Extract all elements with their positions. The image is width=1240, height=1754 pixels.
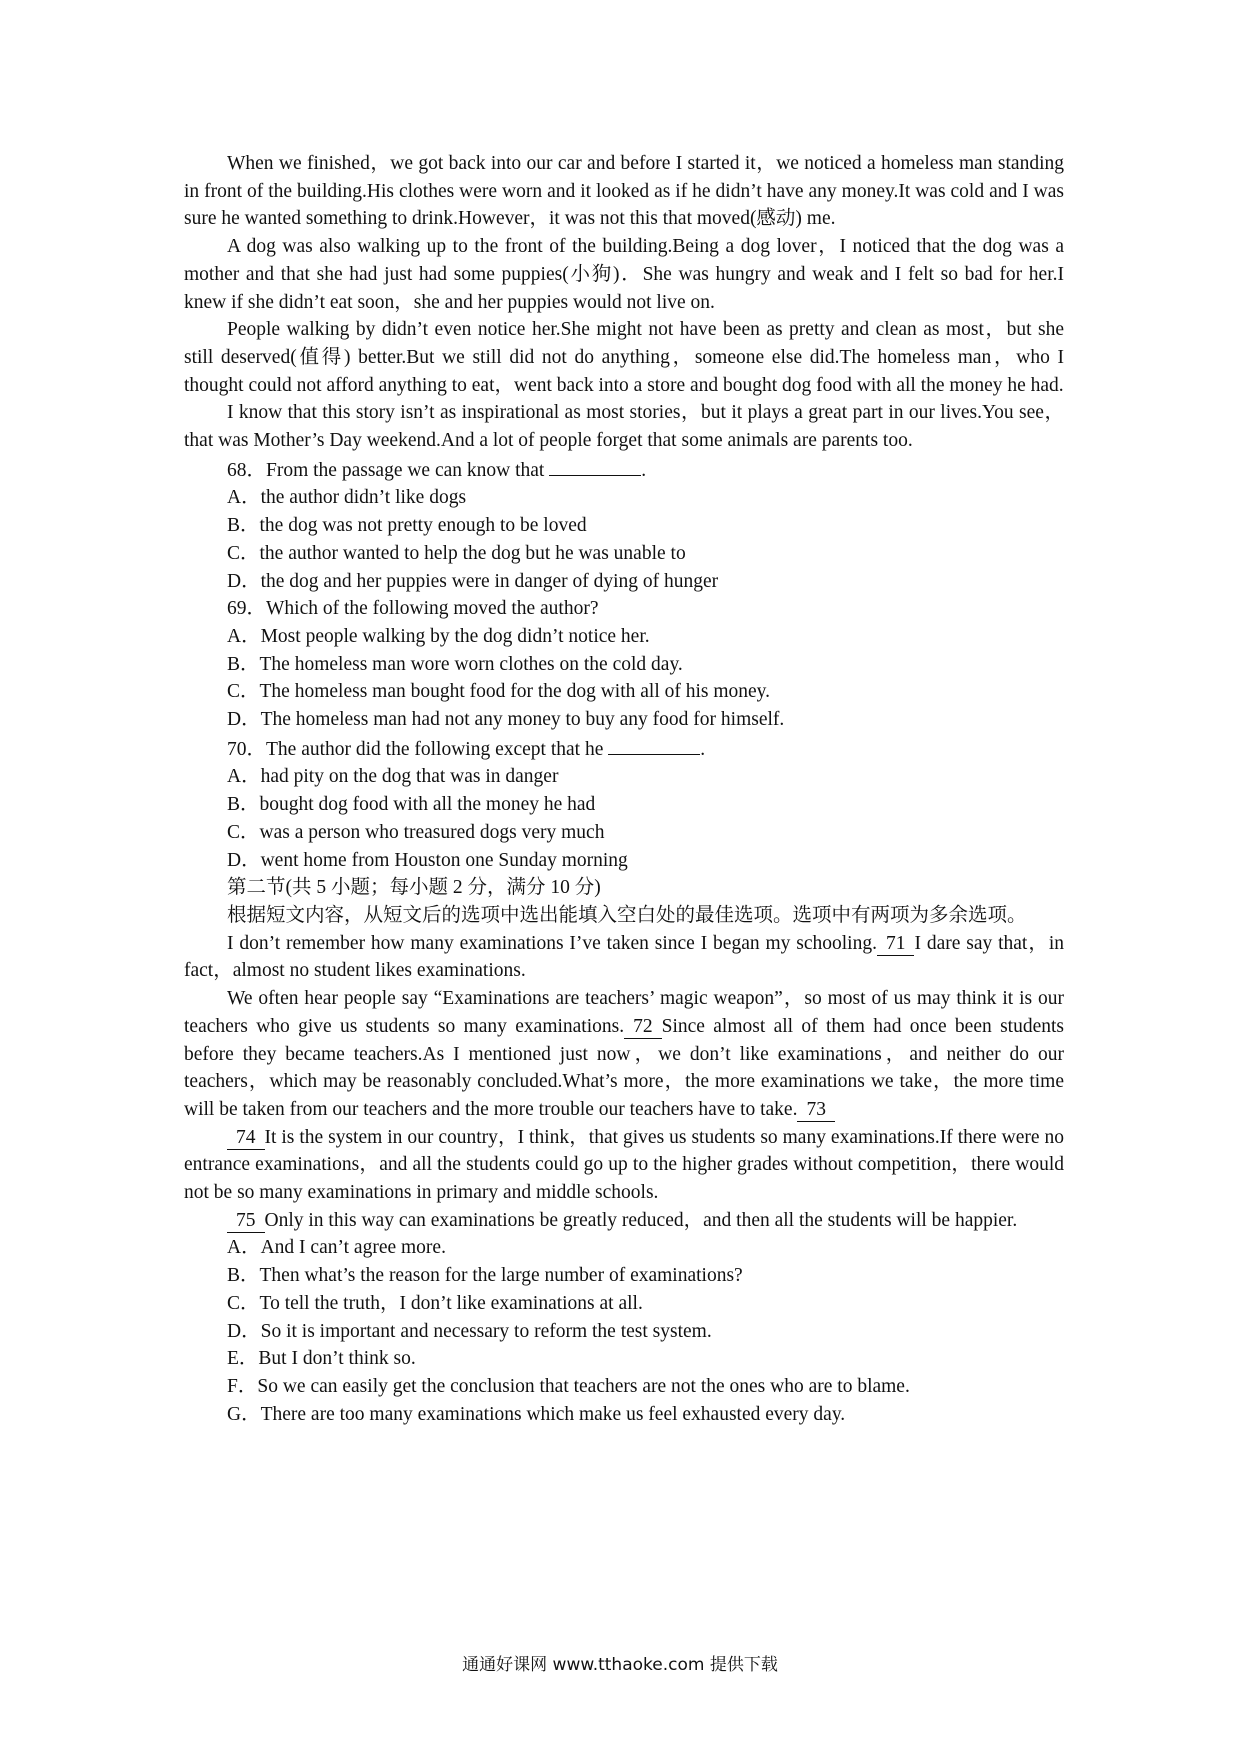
answer-option: A．the author didn’t like dogs (227, 487, 467, 509)
section-instruction: 根据短文内容，从短文后的选项中选出能填入空白处的最佳选项。选项中有两项为多余选项。 (227, 904, 1027, 926)
answer-blank[interactable] (549, 455, 641, 476)
passage-paragraph: We often hear people say “Examinations are teachers’ magic weapon”，so most of us may think it is our teachers who give us students so many examinations. 72 Since almost all of them had once been students before they became teachers.As I mentioned just now，we don’t like examinations，and neither do our teachers，which may be reasonably concluded.What’s more，the more examinations we take，the more time will be taken from our teachers and the more trouble our teachers have to take. 73 (184, 988, 1064, 1120)
answer-option: A．had pity on the dog that was in danger (227, 766, 559, 788)
passage-paragraph: A dog was also walking up to the front of the building.Being a dog lover，I noticed that the dog was a mother and that she had just had some puppies(小狗)．She was hungry and weak and I felt so bad for her.I knew if she didn’t eat soon，she and her puppies would not live on. (184, 236, 1064, 313)
page-footer: 通通好课网 www.tthaoke.com 提供下载 (462, 1655, 778, 1675)
passage-paragraph: I know that this story isn’t as inspirational as most stories，but it plays a great part in our lives.You see，that was Mother’s Day weekend.And a lot of people forget that some animals are parents too. (184, 402, 1064, 452)
answer-option: C．was a person who treasured dogs very much (227, 821, 605, 843)
answer-option: C．the author wanted to help the dog but he was unable to (227, 542, 686, 564)
answer-option: B．The homeless man wore worn clothes on the cold day. (227, 653, 683, 675)
answer-option: A．And I can’t agree more. (227, 1237, 446, 1259)
answer-option: B．bought dog food with all the money he had (227, 794, 596, 816)
section-heading: 第二节(共 5 小题；每小题 2 分，满分 10 分) (227, 877, 601, 899)
answer-blank-71[interactable]: 71 (877, 933, 915, 956)
question-69 (184, 595, 1064, 734)
answer-blank-72[interactable]: 72 (624, 1016, 662, 1039)
answer-blank[interactable] (608, 734, 700, 755)
answer-option: D．So it is important and necessary to reform the test system. (227, 1320, 712, 1342)
answer-option: F．So we can easily get the conclusion that teachers are not the ones who are to blame. (227, 1375, 910, 1397)
question-70 (184, 734, 1064, 875)
reading-passage (184, 150, 1064, 455)
section-2-options (184, 1234, 1064, 1428)
answer-option: E．But I don’t think so. (227, 1348, 416, 1370)
answer-option: C．The homeless man bought food for the dog with all of his money. (227, 681, 771, 703)
question-stem: 70．The author did the following except that he . (184, 734, 1064, 764)
answer-blank-75[interactable]: 75 (227, 1210, 265, 1233)
answer-option: D．went home from Houston one Sunday morning (227, 849, 628, 871)
question-68 (184, 455, 1064, 596)
answer-blank-73[interactable]: 73 (797, 1099, 835, 1122)
question-stem: 68．From the passage we can know that . (184, 455, 1064, 485)
passage-paragraph: 74 It is the system in our country，I think，that gives us students so many examinations.If there were no entrance examinations，and all the students could go up to the higher grades without competition，there would not be so many examinations in primary and middle schools. (184, 1126, 1064, 1204)
answer-option: A．Most people walking by the dog didn’t notice her. (227, 625, 650, 647)
answer-option: D．the dog and her puppies were in danger of dying of hunger (227, 570, 719, 592)
passage-paragraph: People walking by didn’t even notice her.She might not have been as pretty and clean as most，but she still deserved(值得) better.But we still did not do anything，someone else did.The homeless man，who I thought could not afford anything to eat，went back into a store and bought dog food with all the money he had. (184, 319, 1064, 396)
answer-option: B．Then what’s the reason for the large number of examinations? (227, 1265, 743, 1287)
passage-paragraph: 75 Only in this way can examinations be greatly reduced，and then all the students will be happier. (184, 1207, 1064, 1235)
answer-option: G．There are too many examinations which make us feel exhausted every day. (227, 1403, 846, 1425)
passage-paragraph: I don’t remember how many examinations I’ve taken since I began my schooling. 71 I dare say that，in fact，almost no student likes examinations. (184, 932, 1064, 982)
document-page (184, 150, 1064, 1428)
answer-blank-74[interactable]: 74 (227, 1127, 265, 1150)
passage-paragraph: When we finished，we got back into our car and before I started it，we noticed a homeless man standing in front of the building.His clothes were worn and it looked as if he didn’t have any money.It was cold and I was sure he wanted something to drink.However，it was not this that moved(感动) me. (184, 153, 1064, 230)
answer-option: D．The homeless man had not any money to buy any food for himself. (227, 709, 785, 731)
answer-option: B．the dog was not pretty enough to be loved (227, 515, 587, 537)
section-2 (184, 874, 1064, 1428)
question-stem: 69．Which of the following moved the author? (227, 598, 599, 620)
answer-option: C．To tell the truth，I don’t like examinations at all. (227, 1292, 643, 1314)
